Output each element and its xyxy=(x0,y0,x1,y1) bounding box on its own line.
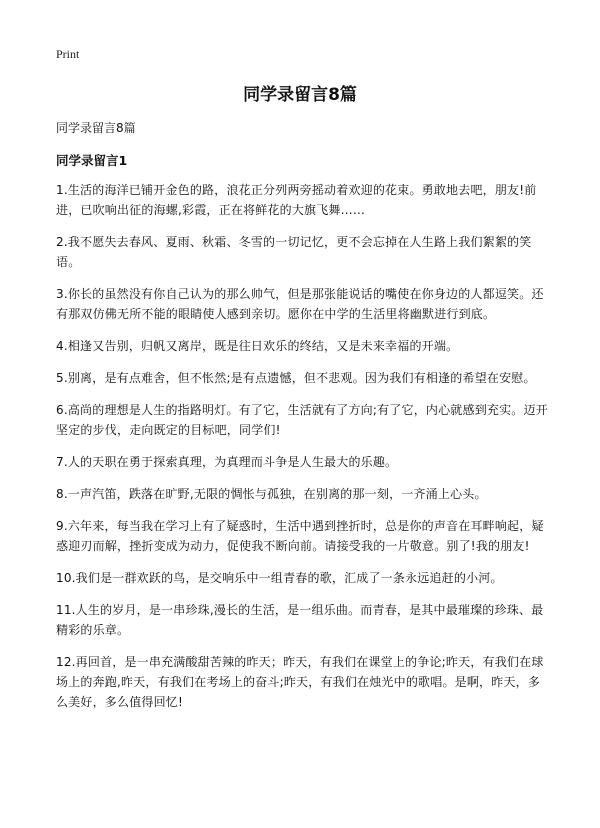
section-heading: 同学录留言1 xyxy=(56,153,128,168)
print-link[interactable]: Print xyxy=(56,47,80,61)
message-entry: 7.人的天职在勇于探索真理，为真理而斗争是人生最大的乐趣。 xyxy=(56,455,398,469)
message-entry: 9.六年来，每当我在学习上有了疑惑时，生活中遇到挫折时，总是你的声音在耳畔响起，疑惑迎刃而解，挫折变成为动力，促使我不断向前。请接受我的一片敬意。别了!我的朋友! xyxy=(56,519,544,553)
message-entry: 8.一声汽笛，跌落在旷野,无限的惆怅与孤独，在别离的那一刻，一齐涌上心头。 xyxy=(56,487,487,501)
message-entry: 2.我不愿失去春风、夏雨、秋霜、冬雪的一切记忆，更不会忘掉在人生路上我们絮絮的笑语。 xyxy=(56,235,532,269)
document-subtitle: 同学录留言8篇 xyxy=(56,121,136,135)
message-entry: 6.高尚的理想是人生的指路明灯。有了它，生活就有了方向;有了它，内心就感到充实。迈开坚定的步伐，走向既定的目标吧，同学们! xyxy=(56,403,548,437)
message-entry: 10.我们是一群欢跃的鸟，是交响乐中一组青春的歌，汇成了一条永远追赶的小河。 xyxy=(56,571,503,585)
message-entry: 4.相逢又告别，归帆又离岸，既是往日欢乐的终结，又是未来幸福的开端。 xyxy=(56,339,459,353)
message-entry: 3.你长的虽然没有你自己认为的那么帅气，但是那张能说话的嘴使在你身边的人都逗笑。还有那双仿佛无所不能的眼睛使人感到亲切。愿你在中学的生活里将幽默进行到底。 xyxy=(56,287,544,321)
page-title: 同学录留言8篇 xyxy=(243,85,357,105)
message-entry: 11.人生的岁月，是一串珍珠,漫长的生活，是一组乐曲。而青春，是其中最璀璨的珍珠、最精彩的乐章。 xyxy=(56,603,544,637)
message-entry: 1.生活的海洋已铺开金色的路，浪花正分列两旁摇动着欢迎的花束。勇敢地去吧，朋友!前进，已吹响出征的海螺,彩霞，正在将鲜花的大旗飞舞…… xyxy=(56,183,537,217)
message-entry: 5.别离，是有点难舍，但不怅然;是有点遗憾，但不悲观。因为我们有相逢的希望在安慰。 xyxy=(56,371,536,385)
message-entry: 12.再回首，是一串充满酸甜苦辣的昨天；昨天，有我们在课堂上的争论;昨天，有我们在球场上的奔跑,昨天，有我们在考场上的奋斗;昨天，有我们在烛光中的歌唱。是啊，昨天，多么美好，多么值得回忆! xyxy=(56,655,544,709)
message-list xyxy=(56,180,548,724)
